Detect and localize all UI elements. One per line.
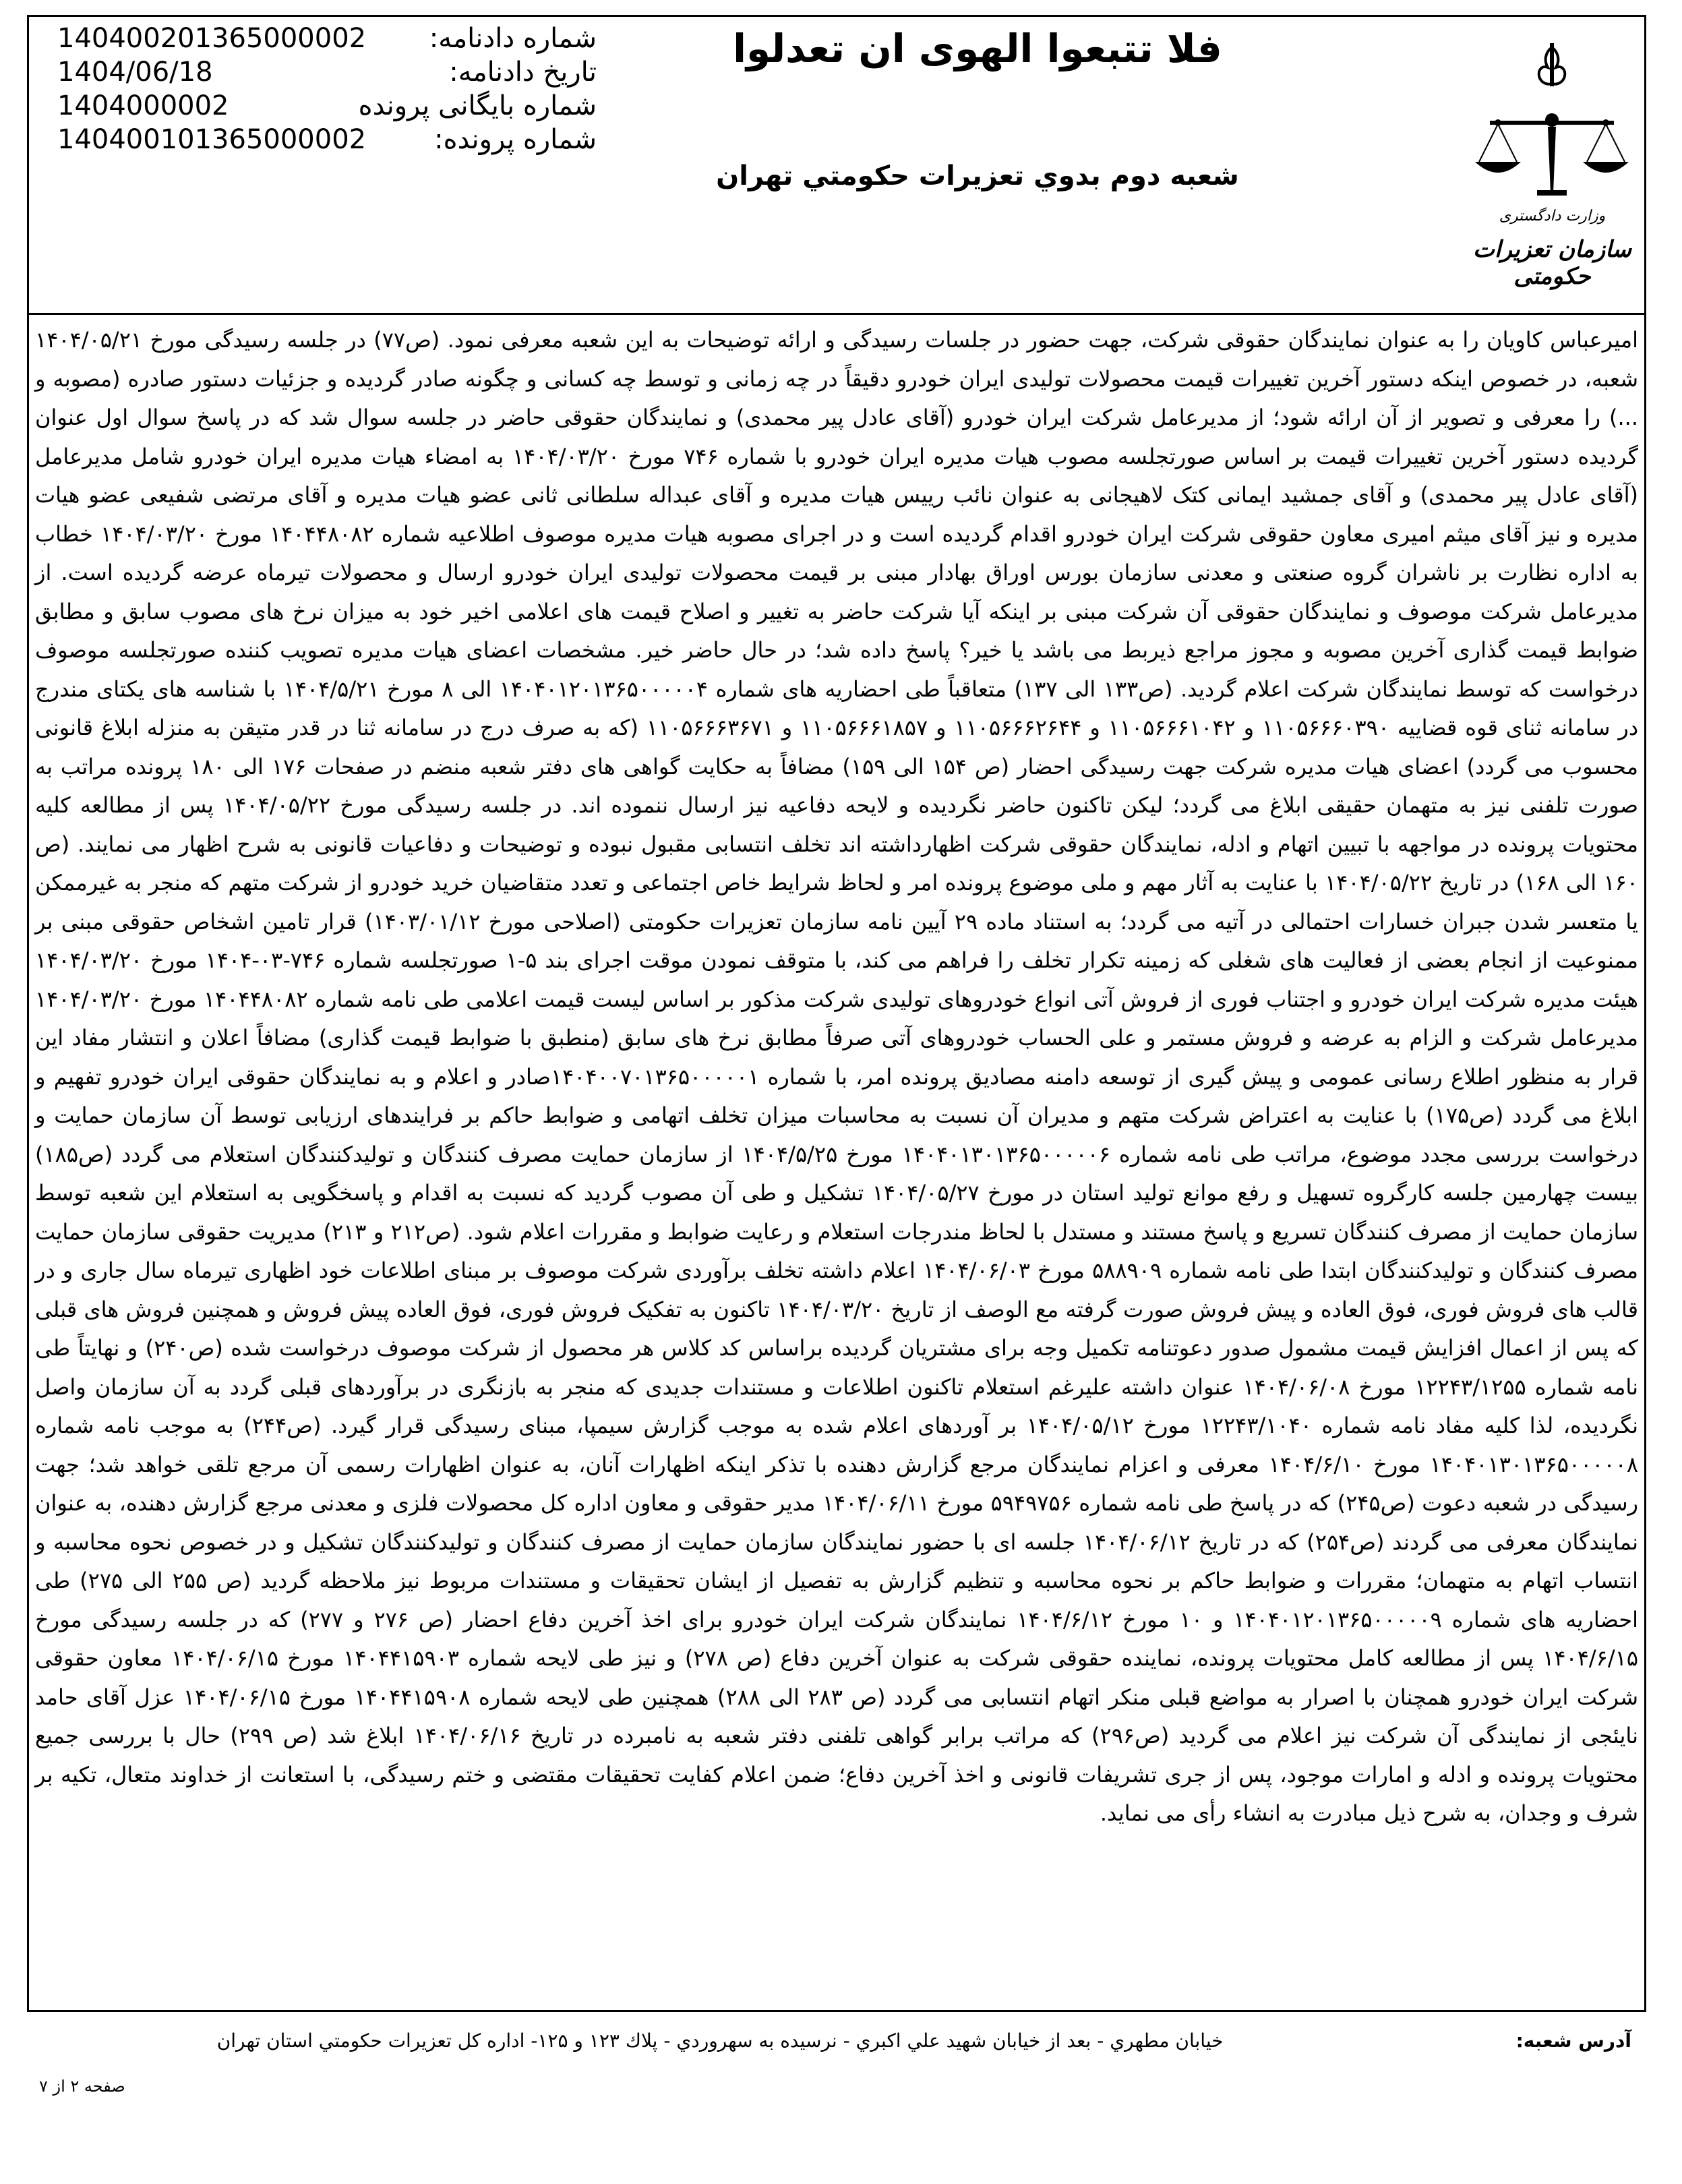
verdict-date-label: تاریخ دادنامه: bbox=[449, 57, 597, 88]
page-number: صفحه ۲ از ۷ bbox=[39, 2077, 125, 2096]
organization-name: سازمان تعزیرات حکومتی bbox=[1473, 236, 1631, 290]
judiciary-logo bbox=[1470, 34, 1635, 290]
verdict-date: 1404/06/18 bbox=[57, 57, 213, 88]
verdict-date-row bbox=[57, 55, 597, 89]
case-info bbox=[57, 22, 597, 156]
verdict-number-label: شماره دادنامه: bbox=[429, 23, 597, 54]
verdict-body-paragraph: امیرعباس کاویان را به عنوان نمایندگان حقوقی شرکت، جهت حضور در جلسات رسیدگی و ارائه توضیحات به این شعبه معرفی نمود. (ص۷۷) در جلسه رسیدگی مورخ ۱۴۰۴/۰۵/۲۱ شعبه، در خصوص اینکه دستور آخرین تغییرات قیمت محصولات تولیدی ایران خودرو دقیقاً در چه زمانی و توسط چه کسانی و چگونه صادر گردیده و جزئیات دستور صادره (مصوبه و ...) را معرفی و تصویر از آن ارائه شود؛ از مدیرعامل شرکت ایران خودرو (آقای عادل پیر محمدی) و نمایندگان حقوقی حاضر در جلسه سوال شد که در پاسخ سوال اول عنوان گردیده دستور آخرین تغییرات قیمت بر اساس صورتجلسه مصوب هیات مدیره ایران خودرو با شماره ۷۴۶ مورخ ۱۴۰۴/۰۳/۲۰ به امضاء هیات مدیره ایران خودرو شامل مدیرعامل (آقای عادل پیر محمدی) و آقای جمشید ایمانی کتک لاهیجانی به عنوان نائب رییس هیات مدیره و آقای عبداله سلطانی ثانی عضو هیات مدیره و آقای مرتضی شفیعی عضو هیات مدیره و نیز آقای میثم امیری معاون حقوقی شرکت ایران خودرو اقدام گردیده است و در اجرای مصوبه هیات مدیره موصوف اطلاعیه شماره ۱۴۰۴۴۸۰۸۲ مورخ ۱۴۰۴/۰۳/۲۰ خطاب به اداره نظارت بر ناشران گروه صنعتی و معدنی سازمان بورس اوراق بهادار مبنی بر قیمت محصولات تولیدی ایران خودرو ارسال و محصولات تیرماه عرضه گردیده است. از مدیرعامل شرکت موصوف و نمایندگان حقوقی آن شرکت مبنی بر اینکه آیا شرکت حاضر به تغییر و اصلاح قیمت های اعلامی اخیر خود به میزان نرخ های مصوب سابق و مطابق ضوابط قیمت گذاری آخرین مصوبه و مجوز مراجع ذیربط می باشد یا خیر؟ پاسخ داده شد؛ در حال حاضر خیر. مشخصات اعضای هیات مدیره تصویب کننده صورتجلسه موصوف درخواست که توسط نمایندگان شرکت اعلام گردید. (ص۱۳۳ الی ۱۳۷) متعاقباً طی احضاریه های شماره ۱۴۰۴۰۱۲۰۱۳۶۵۰۰۰۰۰۴ الی ۸ مورخ ۱۴۰۴/۵/۲۱ با شناسه های یکتای مندرج در سامانه ثنای قوه قضاییه ۱۱۰۵۶۶۶۰۳۹۰ و ۱۱۰۵۶۶۶۱۰۴۲ و ۱۱۰۵۶۶۶۲۶۴۴ و ۱۱۰۵۶۶۶۱۸۵۷ و ۱۱۰۵۶۶۶۳۶۷۱ (که به صرف درج در سامانه ثنا در قدر متیقن به منزله ابلاغ قانونی محسوب می گردد) اعضای هیات مدیره شرکت جهت رسیدگی احضار (ص ۱۵۴ الی ۱۵۹) مضافاً به حکایت گواهی های دفتر شعبه منضم در صفحات ۱۷۶ الی ۱۸۰ پرونده مراتب به صورت تلفنی نیز به متهمان حقیقی ابلاغ می گردد؛ لیکن تاکنون حاضر نگردیده و لایحه دفاعیه نیز ارسال ننموده اند. در جلسه رسیدگی مورخ ۱۴۰۴/۰۵/۲۲ پس از مطالعه کلیه محتویات پرونده در مواجهه با تبیین اتهام و ادله، نمایندگان حقوقی شرکت اظهارداشته اند تخلف انتسابی مقبول نبوده و توضیحات و دفاعیات قانونی به شرح اظهار می نمایند. (ص ۱۶۰ الی ۱۶۸) در تاریخ ۱۴۰۴/۰۵/۲۲ با عنایت به آثار مهم و ملی موضوع پرونده امر و لحاظ شرایط خاص اجتماعی و تعدد متقاضیان خرید خودرو از شرکت متهم که منجر به غیرممکن یا متعسر شدن جبران خسارات احتمالی در آتیه می گردد؛ به استناد ماده ۲۹ آیین نامه سازمان تعزیرات حکومتی (اصلاحی مورخ ۱۴۰۳/۰۱/۱۲) قرار تامین اشخاص حقوقی مبنی بر ممنوعیت از انجام بعضی از فعالیت های شغلی که زمینه تکرار تخلف را فراهم می کند، با متوقف نمودن موقت اجرای بند ۵-۱ صورتجلسه شماره ۷۴۶-۰۳-۱۴۰۴ مورخ ۱۴۰۴/۰۳/۲۰ هیئت مدیره شرکت ایران خودرو و اجتناب فوری از فروش آتی انواع خودروهای تولیدی شرکت مذکور بر اساس لیست قیمت اعلامی طی نامه شماره ۱۴۰۴۴۸۰۸۲ مورخ ۱۴۰۴/۰۳/۲۰ مدیرعامل شرکت و الزام به عرضه و فروش مستمر و علی الحساب خودروهای آتی صرفاً مطابق نرخ های سابق (منطبق با ضوابط قیمت گذاری) مضافاً اعلان و انتشار مفاد این قرار به منظور اطلاع رسانی عمومی و پیش گیری از توسعه دامنه مصادیق پرونده امر، با شماره ۱۴۰۴۰۰۷۰۱۳۶۵۰۰۰۰۰۱صادر و اعلام و به نمایندگان حقوقی ایران خودرو تفهیم و ابلاغ می گردد (ص۱۷۵) با عنایت به اعتراض شرکت متهم و مدیران آن نسبت به محاسبات میزان تخلف اتهامی و ضوابط حاکم بر فرایندهای ارزیابی توسط آن سازمان حمایت و درخواست بررسی مجدد موضوع، مراتب طی نامه شماره ۱۴۰۴۰۱۳۰۱۳۶۵۰۰۰۰۰۶ مورخ ۱۴۰۴/۵/۲۵ از سازمان حمایت مصرف کنندگان و تولیدکنندگان استعلام می گردد (ص۱۸۵) بیست چهارمین جلسه کارگروه تسهیل و رفع موانع تولید استان در مورخ ۱۴۰۴/۰۵/۲۷ تشکیل و طی آن مصوب گردید که نسبت به اقدام و پاسخگویی به استعلام این شعبه توسط سازمان حمایت از مصرف کنندگان تسریع و پاسخ مستند و مستدل با لحاظ مندرجات استعلام و رعایت ضوابط و مقررات اعلام شود. (ص۲۱۲ و ۲۱۳) مدیریت حقوقی سازمان حمایت مصرف کنندگان و تولیدکنندگان ابتدا طی نامه شماره ۵۸۸۹۰۹ مورخ ۱۴۰۴/۰۶/۰۳ اعلام داشته تخلف برآوردی شرکت موصوف بر مبنای اطلاعات خود اظهاری تیرماه سال جاری و در قالب های فروش فوری، فوق العاده و پیش فروش صورت گرفته مع الوصف از تاریخ ۱۴۰۴/۰۳/۲۰ تاکنون به تفکیک فروش فوری، فوق العاده پیش فروش و همچنین فروش های قبلی که پس از اعمال افزایش قیمت مشمول صدور دعوتنامه تکمیل وجه برای مشتریان گردیده براساس کد کلاس هر محصول از شرکت موصوف درخواست شده (ص۲۴۰) و نهایتاً طی نامه شماره ۱۲۲۴۳/۱۲۵۵ مورخ ۱۴۰۴/۰۶/۰۸ عنوان داشته علیرغم استعلام تاکنون اطلاعات و مستندات جدیدی که منجر به بازنگری در برآوردهای قبلی گردد به آن سازمان واصل نگردیده، لذا کلیه مفاد نامه شماره ۱۲۲۴۳/۱۰۴۰ مورخ ۱۴۰۴/۰۵/۱۲ بر آوردهای اعلام شده به موجب گزارش سیمپا، مبنای رسیدگی قرار گیرد. (ص۲۴۴) به موجب نامه شماره ۱۴۰۴۰۱۳۰۱۳۶۵۰۰۰۰۰۸ مورخ ۱۴۰۴/۶/۱۰ معرفی و اعزام نمایندگان مرجع گزارش دهنده با تذکر اینکه اظهارات آنان، به عنوان اظهارات رسمی آن مرجع تلقی خواهد شد؛ جهت رسیدگی در شعبه دعوت (ص۲۴۵) که در پاسخ طی نامه شماره ۵۹۴۹۷۵۶ مورخ ۱۴۰۴/۰۶/۱۱ مدیر حقوقی و معاون اداره کل محصولات فلزی و معدنی مرجع گزارش دهنده، به عنوان نمایندگان معرفی می گردند (ص۲۵۴) که در تاریخ ۱۴۰۴/۰۶/۱۲ جلسه ای با حضور نمایندگان سازمان حمایت از مصرف کنندگان و تولیدکنندگان تشکیل و در خصوص نحوه محاسبه و انتساب اتهام به متهمان؛ مقررات و ضوابط حاکم بر نحوه محاسبه و تنظیم گزارش به تفصیل از ایشان تحقیقات و مستندات مربوط نیز ملاحظه گردید (ص ۲۵۵ الی ۲۷۵) طی احضاریه های شماره ۱۴۰۴۰۱۲۰۱۳۶۵۰۰۰۰۰۹ و ۱۰ مورخ ۱۴۰۴/۶/۱۲ نمایندگان شرکت ایران خودرو برای اخذ آخرین دفاع احضار (ص ۲۷۶ و ۲۷۷) که در جلسه رسیدگی مورخ ۱۴۰۴/۶/۱۵ پس از مطالعه کامل محتویات پرونده، نماینده حقوقی شرکت به عنوان آخرین دفاع (ص ۲۷۸) و نیز طی لایحه شماره ۱۴۰۴۴۱۵۹۰۳ مورخ ۱۴۰۴/۰۶/۱۵ معاون حقوقی شرکت ایران خودرو همچنان با اصرار به مواضع قبلی منکر اتهام انتسابی می گردد (ص ۲۸۳ الی ۲۸۸) همچنین طی لایحه شماره ۱۴۰۴۴۱۵۹۰۸ مورخ ۱۴۰۴/۰۶/۱۵ عزل آقای حامد نایئجی از نمایندگی آن شرکت نیز اعلام می گردید (ص۲۹۶) که مراتب برابر گواهی تلفنی دفتر شعبه به نامبرده در تاریخ ۱۴۰۴/۰۶/۱۶ ابلاغ شد (ص ۲۹۹) حال با بررسی جمیع محتویات پرونده و ادله و امارات موجود، پس از جری تشریفات قانونی و اخذ آخرین دفاع؛ ضمن اعلام کفایت تحقیقات مقتضی و ختم رسیدگی، با استعانت از خداوند متعال، تکیه بر شرف و وجدان، به شرح ذیل مبادرت به انشاء رأی می نماید. bbox=[35, 327, 1639, 1826]
case-number-label: شماره پرونده: bbox=[434, 124, 597, 155]
ministry-name: وزارت دادگستری bbox=[1499, 208, 1606, 225]
archive-number: 1404000002 bbox=[57, 90, 229, 121]
verdict-number-row bbox=[57, 22, 597, 55]
scales-emblem-icon bbox=[1470, 34, 1635, 209]
header-motto: فلا تتبعوا الهوی ان تعدلوا bbox=[733, 26, 1222, 71]
address-text: خیابان مطهري - بعد از خیابان شهید علي اکبري - نرسیده به سهروردي - پلاك ۱۲۳ و ۱۲۵- اداره کل تعزیرات حکومتي استان تهران bbox=[216, 2030, 1224, 2052]
case-number-row bbox=[57, 123, 597, 156]
branch-address bbox=[40, 2030, 1631, 2052]
verdict-number: 140400201365000002 bbox=[57, 23, 367, 54]
header-divider bbox=[27, 313, 1646, 315]
address-label: آدرس شعبه: bbox=[1515, 2030, 1631, 2052]
case-number: 140400101365000002 bbox=[57, 124, 367, 155]
verdict-body bbox=[35, 321, 1638, 1833]
branch-name: شعبه دوم بدوي تعزیرات حکومتي تهران bbox=[716, 160, 1239, 191]
archive-number-row bbox=[57, 89, 597, 123]
archive-number-label: شماره بایگانی پرونده bbox=[358, 90, 597, 121]
